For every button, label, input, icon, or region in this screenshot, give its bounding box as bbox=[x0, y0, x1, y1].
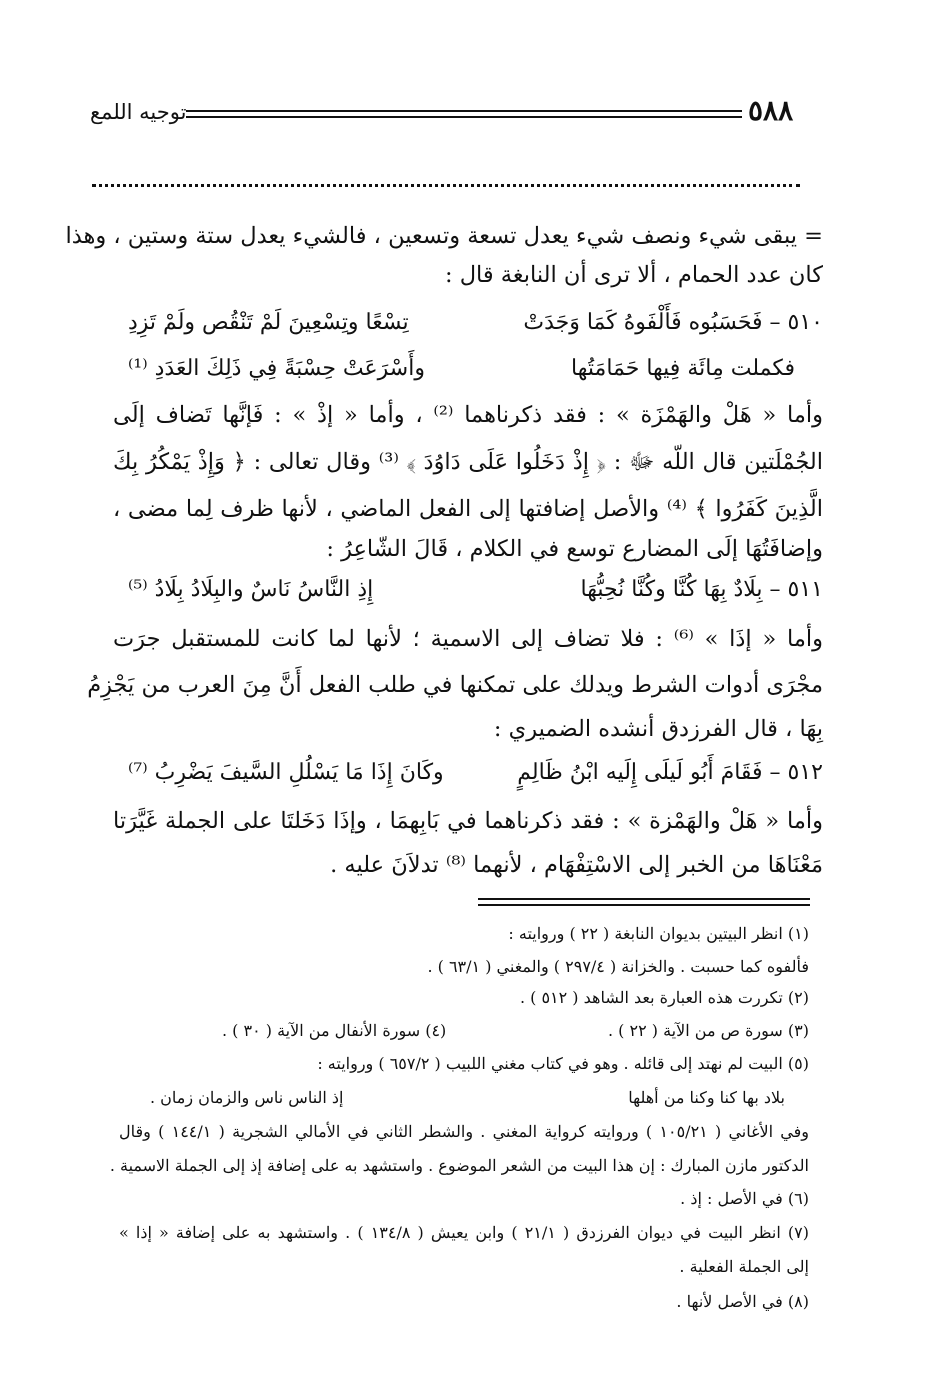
body-line-1: = يبقى شيء ونصف شيء يعدل تسعة وتسعين ، فالشيء يعدل ستة وستين ، وهذا bbox=[65, 223, 823, 249]
footnote-1-cont: فألفوه كما حسبت . والخزانة ( ٢٩٧/٤ ) والمغني ( ٦٣/١ ) . bbox=[427, 957, 809, 976]
footnote-1: (١) انظر البيتين بديوان النابغة ( ٢٢ ) وروايته : bbox=[508, 924, 809, 943]
verse-text: بِلَادٌ بِهَا كُنَّا وكُنَّا نُحِبُّهَا bbox=[580, 577, 763, 602]
footnote-7: (٧) انظر البيت في ديوان الفرزدق ( ٢١/١ ) وابن يعيش ( ١٣٤/٨ ) . واستشهد به على إضافة « إذا » bbox=[119, 1223, 810, 1242]
footnote-3: (٣) سورة ص من الآية ( ٢٢ ) . bbox=[607, 1021, 809, 1040]
running-title: توجيه اللمع bbox=[90, 100, 187, 124]
footnote-6: (٦) في الأصل : إذ . bbox=[680, 1189, 809, 1208]
footnote-rule-top bbox=[478, 898, 810, 900]
page-number: ٥٨٨ bbox=[748, 94, 794, 127]
dotted-separator bbox=[92, 184, 800, 187]
footnote-5-verse-second: إذ الناس ناس والزمان زمان . bbox=[150, 1088, 344, 1107]
verse-second-hemistich: تِسْعًا وتِسْعِينَ لَمْ تَنْقُص ولَمْ تَزِدِ bbox=[128, 310, 409, 335]
verse-first-hemistich bbox=[523, 310, 823, 335]
footnote-5-cont-2: الدكتور مازن المبارك : إن هذا البيت من الشعر الموضوع . واستشهد به على إضافة إذ إلى الجملة الاسمية . bbox=[109, 1156, 809, 1175]
footnote-5-verse-first: بلاد بها كنا وكنا من أهلها bbox=[628, 1088, 785, 1107]
body-line-2: كان عدد الحمام ، ألا ترى أن النابغة قال : bbox=[444, 262, 823, 288]
footnote-8: (٨) في الأصل لأنها . bbox=[676, 1292, 809, 1311]
verse-number: ٥١١ – bbox=[769, 577, 823, 602]
body-line-9: بِهَا ، قال الفرزدق أنشده الضميري : bbox=[493, 716, 823, 742]
footnote-5-cont: وفي الأغاني ( ١٠٥/٢١ ) وروايته كرواية المغني . والشطر الثاني في الأمالي الشجرية ( ١٤٤/١ ) وقال bbox=[119, 1122, 810, 1141]
body-line-6: وإضافَتُهَا إلَى المضارع توسع في الكلام ، قَالَ الشّاعِرُ : bbox=[326, 536, 823, 562]
verse-second-hemistich: وكَانَ إِذَا مَا يَسْلُلِ السَّيفَ يَضْرِبُ ⁽⁷⁾ bbox=[128, 760, 444, 785]
body-line-5: الَّذِينَ كَفَرُوا ﴾ ⁽⁴⁾ والأصل إضافتها إلى الفعل الماضي ، لأنها ظرف لِما مضى ، bbox=[113, 496, 823, 522]
verse-text: فَحَسَبُوه فَأَلْفَوهُ كَمَا وَجَدَتْ bbox=[523, 310, 763, 335]
verse-second-hemistich: إِذِ النَّاسُ نَاسٌ والبِلَادُ بِلَادُ ⁽⁵⁾ bbox=[128, 577, 374, 602]
verse-number: ٥١٢ – bbox=[769, 760, 823, 785]
footnote-rule-bottom bbox=[478, 904, 810, 906]
body-line-8: مجْرَى أدوات الشرط ويدلك على تمكنها في طلب الفعل أَنَّ مِنَ العرب من يَجْزِمُ bbox=[87, 672, 823, 698]
verse-first-hemistich bbox=[517, 760, 823, 785]
footnote-7-cont: إلى الجملة الفعلية . bbox=[679, 1257, 809, 1276]
body-line-7: وأما « إذَا » ⁽⁶⁾ : فلا تضاف إلى الاسمية ؛ لأنها لما كانت للمستقبل جرَت bbox=[113, 626, 824, 652]
body-line-3: وأما « هَلْ والهَمْزَة » : فقد ذكرناهما ⁽²⁾ ، وأما « إذْ » : فَإنَّها تَضاف إلَى bbox=[113, 402, 824, 428]
body-line-11: مَعْنَاهَا من الخبر إلى الاسْتِفْهَام ، لأنهما ⁽⁸⁾ تدلاَنَ عليه . bbox=[330, 852, 823, 878]
header-rule-bottom bbox=[186, 116, 742, 118]
verse-first-hemistich bbox=[580, 577, 823, 602]
verse-text: فَقَامَ أَبُو لَيلَى إِلَيه ابْنُ ظَالِمٍ bbox=[517, 760, 763, 785]
footnote-4: (٤) سورة الأنفال من الآية ( ٣٠ ) . bbox=[222, 1021, 447, 1040]
header-rule-top bbox=[186, 110, 742, 112]
verse-number: ٥١٠ – bbox=[769, 310, 823, 335]
verse-first-hemistich: فكملت مِائَة فِيها حَمَامَتُها bbox=[571, 356, 795, 381]
footnote-2: (٢) تكررت هذه العبارة بعد الشاهد ( ٥١٢ ) . bbox=[519, 988, 809, 1007]
footnote-5: (٥) البيت لم نهتد إلى قائله . وهو في كتاب مغني اللبيب ( ٦٥٧/٢ ) وروايته : bbox=[317, 1054, 809, 1073]
body-line-4: الجُمْلَتين قال اللّه ﷻ : ﴿ إِذْ دَخَلُوا عَلَى دَاوُدَ ﴾ ⁽³⁾ وقال تعالى : ﴿ وَإِذْ يَمْكُرُ بِكَ bbox=[113, 449, 824, 475]
verse-second-hemistich: وأَسْرَعَتْ حِسْبَةً فِي ذَلِكَ العَدَدِ ⁽¹⁾ bbox=[128, 356, 425, 381]
body-line-10: وأما « هَلْ والهَمْزة » : فقد ذكرناهما في بَابِهمَا ، وإذَا دَخَلتَا على الجملة غَيَّرَتا bbox=[113, 808, 823, 834]
